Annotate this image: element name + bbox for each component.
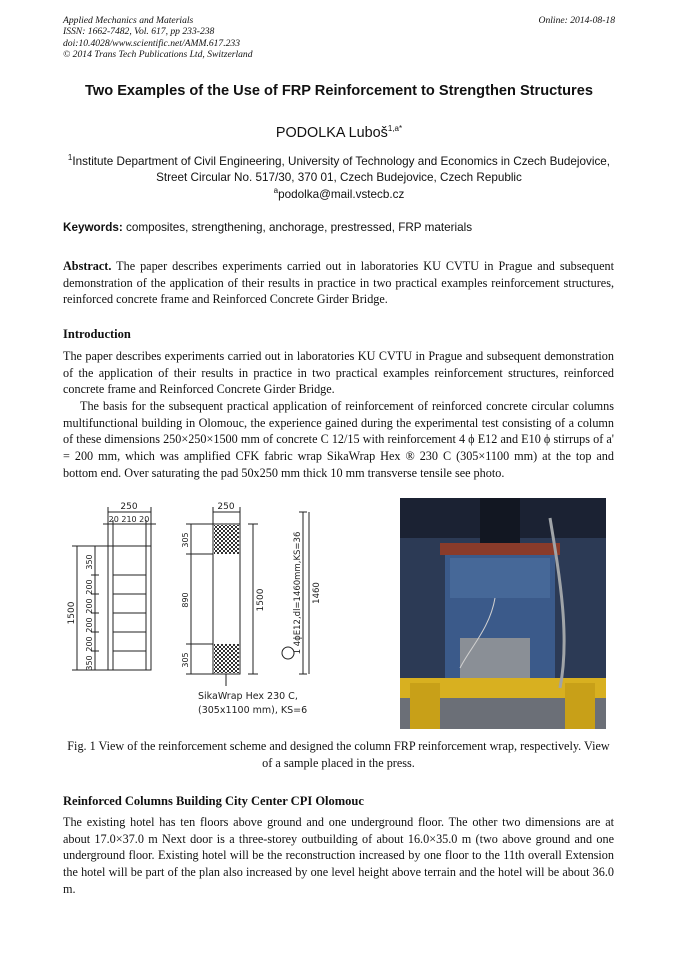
keywords-label: Keywords: [63,221,123,234]
paper-title: Two Examples of the Use of FRP Reinforcement to Strengthen Structures [85,83,593,99]
figure-caption: Fig. 1 View of the reinforcement scheme and designed the column FRP reinforcement wrap, respectively. View of a sample placed in the press. [67,739,610,770]
abstract-text: The paper describes experiments carried out in laboratories KU CVTU in Prague and subsequent demonstration of the application of their results in practice in two practical examples reinforcement structures, reinforced concrete frame and Reinforced Concrete Girder Bridge. [63,259,614,307]
dim-sub-left: 20 210 20 [108,515,150,524]
dim-left-seg-5: 200 [85,636,94,652]
doi-line: doi:10.4028/www.scientific.net/AMM.617.233 [63,37,241,49]
affiliation [63,150,615,186]
dim-left-seg-1: 350 [85,554,94,570]
author-line [63,124,615,141]
issn-line: ISSN: 1662-7482, Vol. 617, pp 233-238 [63,26,215,38]
email-superscript: a [273,186,279,195]
dim-top-mid: 250 [217,502,235,512]
sample-in-press-photo [400,498,606,729]
dim-left-seg-6: 350 [85,655,94,671]
wrap-label-2: (305x1100 mm), KS=6 [198,705,308,716]
email-line [63,186,615,201]
wrap-label-1: SikaWrap Hex 230 C, [198,691,298,702]
email-address[interactable]: podolka@mail.vstecb.cz [278,187,405,201]
dim-mid-seg-1: 305 [181,532,190,548]
section-heading-columns: Reinforced Columns Building City Center CPI Olomouc [63,794,364,808]
introduction-heading: Introduction [63,327,131,341]
dim-top-left: 250 [120,502,138,512]
author-name: PODOLKA Luboš [275,124,388,141]
section-paragraph-1: The existing hotel has ten floors above ground and one underground floor. The other two dimensions are at about 17.0×37.0 m Next door is a three-storey outbuilding of about 16.0×35.0 m (two above ground and one underground floor. Existing hotel will be the reconstruction increased by one floor to the 11th overall Extension the hotel will be part of the plan also increased by one level height above terrain and the hotel will be about 36.0 m. [63,815,614,896]
journal-name: Applied Mechanics and Materials [63,15,194,26]
abstract [63,258,614,308]
reinforcement-scheme-drawing [63,498,403,730]
dim-mid-seg-3: 305 [181,652,190,668]
author-superscript: 1,a* [387,124,403,133]
introduction-paragraph-1: The paper describes experiments carried out in laboratories KU CVTU in Prague and subsequent demonstration of the application of their results in practice in two practical examples reinforcement structures, reinforced concrete frame and Reinforced Concrete Girder Bridge. [63,349,614,397]
bar-length: 1460 [312,582,322,604]
dim-mid-seg-2: 890 [181,592,190,608]
journal-header [63,15,618,61]
dim-left-seg-3: 200 [85,598,94,614]
dim-left-seg-2: 200 [85,579,94,595]
frp-wrap-hatch [214,525,239,673]
copyright-line: © 2014 Trans Tech Publications Ltd, Switzerland [63,49,253,61]
dim-mid-total: 1500 [256,588,266,612]
keywords [63,221,615,234]
dim-left-total: 1500 [67,601,77,625]
keywords-text: composites, strengthening, anchorage, prestressed, FRP materials [122,221,473,234]
dim-left-seg-4: 200 [85,617,94,633]
online-date: Online: 2014-08-18 [538,15,615,26]
abstract-label: Abstract. [63,259,112,273]
affiliation-text: Institute Department of Civil Engineering, University of Technology and Economics in Czech Budejovice, Street Circular No. 517/30, 370 01, Czech Budejovice, Czech Republic [72,154,611,184]
affiliation-superscript: 1 [67,153,73,162]
bar-label: 1 4ϕE12,dl=1460mm,KS=36 [293,531,303,655]
introduction-paragraph-2: The basis for the subsequent practical application of reinforcement of reinforced concrete circular columns multifunctional building in Olomouc, the experience gained during the experimental test consisting of a column of these dimensions 250×250×1500 mm of concrete C 12/15 with reinforcement 4 ϕ E12 and E10 ϕ stirrups of a' = 200 mm, which was amplified CFK fabric wrap SikaWrap Hex ® 230 C (305×1100 mm) at the top and bottom end. Over saturating the pad 50x250 mm thick 10 mm transverse tensile see photo. [63,399,614,480]
